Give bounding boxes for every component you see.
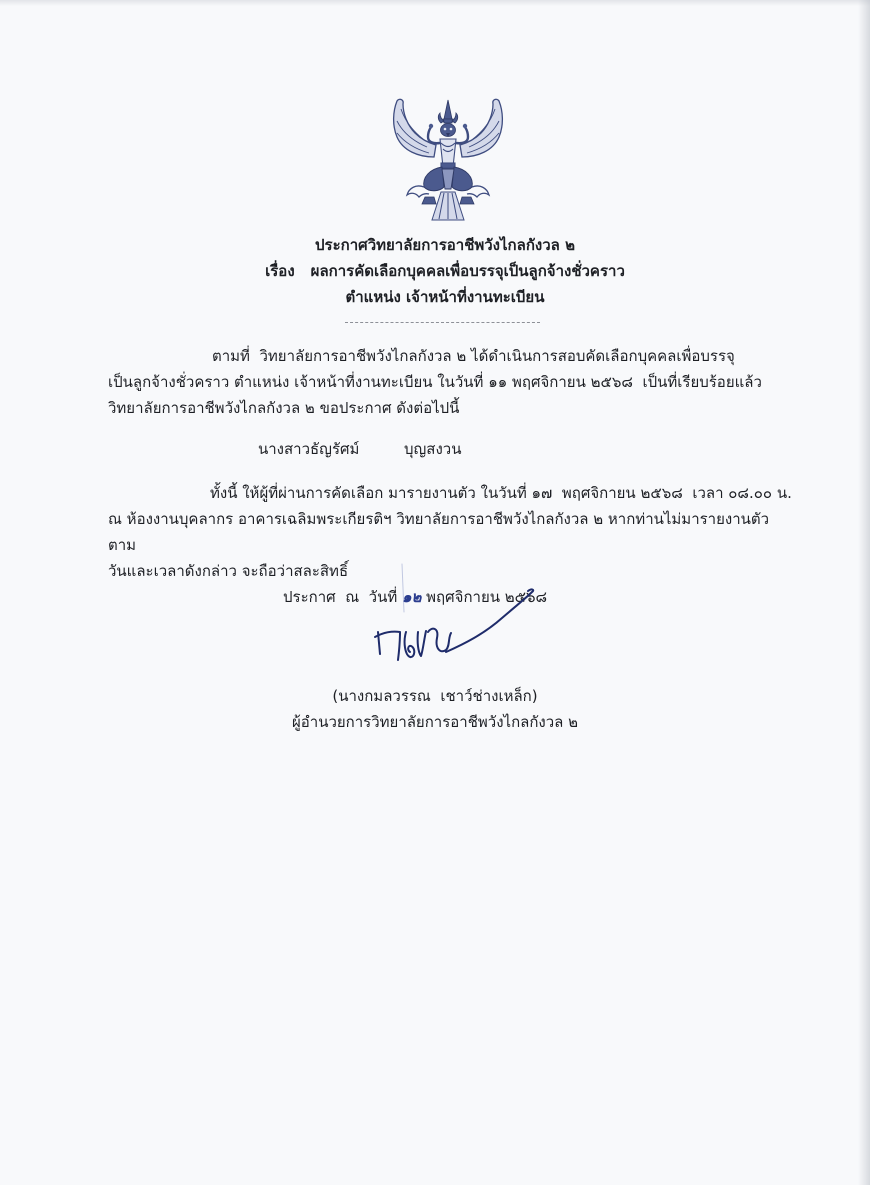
subject-text: ผลการคัดเลือกบุคคลเพื่อบรรจุเป็นลูกจ้างชั่วคราว — [310, 262, 625, 280]
emblem-tail — [432, 192, 464, 220]
announcement-title: ประกาศวิทยาลัยการอาชีพวังไกลกังวล ๒ — [315, 236, 575, 254]
subject-label: เรื่อง — [265, 262, 295, 280]
candidate-first-name: นางสาวธัญรัศม์ — [258, 440, 360, 458]
signature-stroke — [418, 631, 426, 656]
emblem-head — [441, 124, 456, 138]
paragraph-line: ตามที่ วิทยาลัยการอาชีพวังไกลกังวล ๒ ได้ดำเนินการสอบคัดเลือกบุคคลเพื่อบรรจุ — [212, 347, 735, 365]
signatory-title: ผู้อำนวยการวิทยาลัยการอาชีพวังไกลกังวล ๒ — [291, 713, 579, 731]
signature-stroke — [402, 564, 404, 612]
emblem-crown — [438, 100, 458, 123]
emblem-torso — [440, 139, 456, 168]
paragraph-line: ทั้งนี้ ให้ผู้ที่ผ่านการคัดเลือก มารายงานตัว ในวันที่ ๑๗ พฤศจิกายน ๒๕๖๘ เวลา ๐๘.๐๐ น. — [210, 484, 792, 502]
date-month-year: พฤศจิกายน ๒๕๖๘ — [421, 588, 548, 606]
signatory-name: (นางกมลวรรณ เชาว์ช่างเหล็ก) — [332, 687, 538, 705]
emblem-legs — [424, 167, 473, 191]
date-day-handwritten: ๑๒ — [401, 588, 422, 606]
date-prefix: ประกาศ ณ วันที่ — [283, 588, 402, 606]
candidate-last-name: บุญสงวน — [404, 440, 462, 458]
announcement-header — [0, 232, 870, 310]
paragraph-line: วันและเวลาดังกล่าว จะถือว่าสละสิทธิ์ — [108, 562, 349, 580]
announcement-subject — [20, 258, 870, 284]
garuda-emblem — [389, 97, 507, 223]
signatory-block — [0, 683, 870, 735]
selected-candidate — [258, 436, 798, 462]
director-signature — [360, 560, 540, 670]
body-paragraph-1 — [108, 343, 798, 421]
announcement-position: ตำแหน่ง เจ้าหน้าที่งานทะเบียน — [345, 288, 545, 306]
signature-stroke — [405, 632, 415, 657]
paragraph-line: เป็นลูกจ้างชั่วคราว ตำแหน่ง เจ้าหน้าที่งานทะเบียน ในวันที่ ๑๑ พฤศจิกายน ๒๕๖๘ เป็นที่เรียบร้อยแล้ว — [108, 373, 762, 391]
paragraph-line: วิทยาลัยการอาชีพวังไกลกังวล ๒ ขอประกาศ ดังต่อไปนี้ — [108, 399, 460, 417]
signature-stroke — [446, 589, 533, 652]
signature-stroke — [428, 629, 451, 652]
paragraph-line: ณ ห้องงานบุคลากร อาคารเฉลิมพระเกียรติฯ วิทยาลัยการอาชีพวังไกลกังวล ๒ หากท่านไม่มารายงานตัว ตาม — [108, 510, 774, 554]
separator-line — [345, 322, 540, 323]
